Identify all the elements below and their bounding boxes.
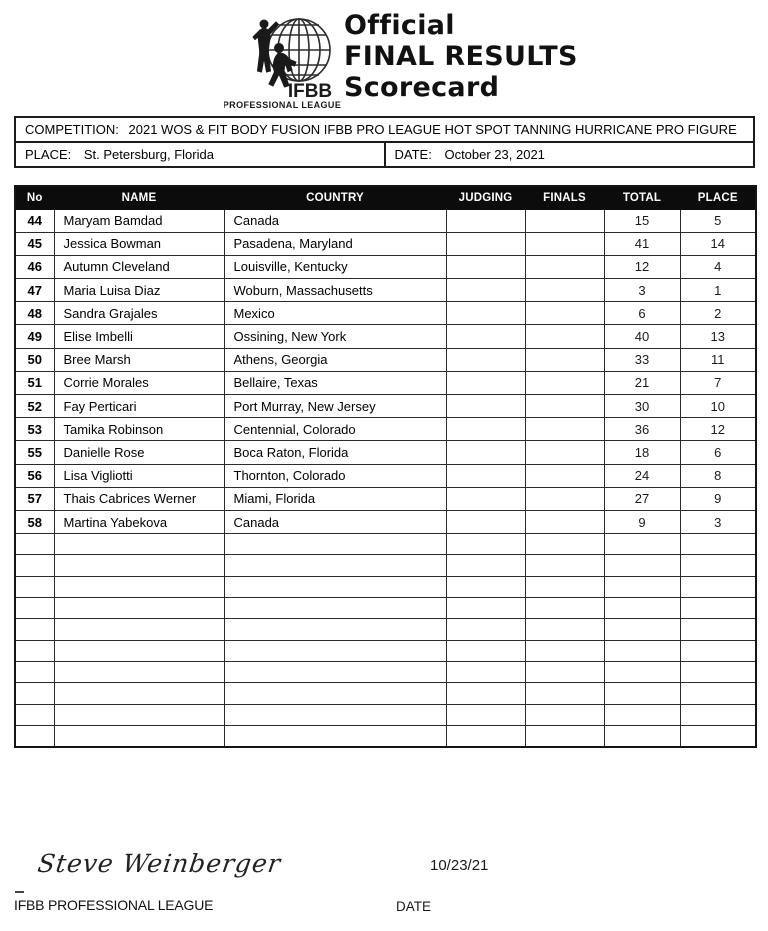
empty-cell-finals — [525, 619, 604, 640]
empty-cell-name — [54, 661, 224, 682]
empty-cell-country — [224, 640, 446, 661]
empty-cell-country — [224, 619, 446, 640]
empty-cell-total — [604, 704, 680, 725]
cell-no: 47 — [15, 279, 54, 302]
empty-cell-no — [15, 683, 54, 704]
cell-finals — [525, 209, 604, 232]
cell-finals — [525, 371, 604, 394]
place-date-row — [15, 142, 754, 167]
cell-place: 4 — [680, 255, 756, 278]
empty-cell-name — [54, 725, 224, 746]
empty-cell-no — [15, 555, 54, 576]
cell-total: 24 — [604, 464, 680, 487]
empty-table-row — [15, 555, 756, 576]
cell-judging — [446, 209, 525, 232]
cell-judging — [446, 395, 525, 418]
cell-total: 9 — [604, 510, 680, 533]
empty-cell-place — [680, 725, 756, 746]
cell-total: 21 — [604, 371, 680, 394]
column-header-country: COUNTRY — [224, 186, 446, 209]
cell-country: Boca Raton, Florida — [224, 441, 446, 464]
cell-judging — [446, 232, 525, 255]
cell-finals — [525, 348, 604, 371]
empty-cell-finals — [525, 640, 604, 661]
cell-country: Canada — [224, 510, 446, 533]
empty-cell-no — [15, 576, 54, 597]
column-header-name: NAME — [54, 186, 224, 209]
cell-total: 15 — [604, 209, 680, 232]
empty-cell-name — [54, 683, 224, 704]
cell-place: 11 — [680, 348, 756, 371]
empty-cell-finals — [525, 661, 604, 682]
empty-cell-judging — [446, 725, 525, 746]
table-row — [15, 464, 756, 487]
cell-place: 10 — [680, 395, 756, 418]
cell-judging — [446, 441, 525, 464]
empty-cell-no — [15, 725, 54, 746]
cell-total: 36 — [604, 418, 680, 441]
empty-cell-finals — [525, 704, 604, 725]
cell-no: 49 — [15, 325, 54, 348]
cell-no: 56 — [15, 464, 54, 487]
title-line-3: Scorecard — [344, 72, 500, 103]
table-row — [15, 279, 756, 302]
date-cell — [385, 142, 755, 167]
date-field-label: DATE — [396, 899, 432, 914]
cell-no: 46 — [15, 255, 54, 278]
empty-cell-finals — [525, 534, 604, 555]
empty-cell-total — [604, 555, 680, 576]
logo-graphic — [224, 8, 346, 110]
table-row — [15, 418, 756, 441]
table-row — [15, 232, 756, 255]
signature: Steve Weinberger — [35, 849, 283, 878]
empty-cell-place — [680, 598, 756, 619]
empty-table-row — [15, 619, 756, 640]
place-value: St. Petersburg, Florida — [83, 147, 214, 162]
cell-total: 27 — [604, 487, 680, 510]
competition-row — [15, 117, 754, 142]
column-header-no: No — [15, 186, 54, 209]
cell-name: Maria Luisa Diaz — [54, 279, 224, 302]
empty-cell-total — [604, 661, 680, 682]
cell-no: 51 — [15, 371, 54, 394]
empty-cell-no — [15, 704, 54, 725]
cell-judging — [446, 464, 525, 487]
cell-judging — [446, 348, 525, 371]
column-header-judging: JUDGING — [446, 186, 525, 209]
results-table-body — [15, 209, 756, 747]
cell-total: 6 — [604, 302, 680, 325]
empty-cell-total — [604, 598, 680, 619]
table-row — [15, 348, 756, 371]
empty-cell-finals — [525, 725, 604, 746]
empty-cell-no — [15, 640, 54, 661]
cell-country: Athens, Georgia — [224, 348, 446, 371]
empty-table-row — [15, 576, 756, 597]
cell-finals — [525, 510, 604, 533]
empty-cell-total — [604, 640, 680, 661]
table-row — [15, 510, 756, 533]
column-header-total: TOTAL — [604, 186, 680, 209]
empty-cell-country — [224, 725, 446, 746]
cell-no: 50 — [15, 348, 54, 371]
empty-cell-judging — [446, 619, 525, 640]
cell-name: Martina Yabekova — [54, 510, 224, 533]
empty-cell-judging — [446, 534, 525, 555]
cell-judging — [446, 302, 525, 325]
cell-place: 5 — [680, 209, 756, 232]
table-row — [15, 441, 756, 464]
cell-country: Woburn, Massachusetts — [224, 279, 446, 302]
empty-cell-judging — [446, 598, 525, 619]
cell-judging — [446, 325, 525, 348]
cell-no: 53 — [15, 418, 54, 441]
empty-cell-no — [15, 619, 54, 640]
cell-name: Lisa Vigliotti — [54, 464, 224, 487]
empty-cell-country — [224, 704, 446, 725]
cell-name: Jessica Bowman — [54, 232, 224, 255]
results-table — [14, 185, 757, 748]
empty-cell-total — [604, 576, 680, 597]
cell-country: Ossining, New York — [224, 325, 446, 348]
empty-cell-name — [54, 619, 224, 640]
cell-name: Maryam Bamdad — [54, 209, 224, 232]
cell-finals — [525, 418, 604, 441]
empty-cell-name — [54, 704, 224, 725]
cell-country: Canada — [224, 209, 446, 232]
column-header-place: PLACE — [680, 186, 756, 209]
cell-no: 44 — [15, 209, 54, 232]
cell-country: Miami, Florida — [224, 487, 446, 510]
cell-finals — [525, 441, 604, 464]
cell-country: Bellaire, Texas — [224, 371, 446, 394]
cell-total: 33 — [604, 348, 680, 371]
cell-finals — [525, 464, 604, 487]
empty-cell-total — [604, 534, 680, 555]
cell-judging — [446, 279, 525, 302]
cell-place: 1 — [680, 279, 756, 302]
cell-no: 57 — [15, 487, 54, 510]
empty-table-row — [15, 704, 756, 725]
empty-cell-judging — [446, 704, 525, 725]
cell-judging — [446, 487, 525, 510]
empty-cell-name — [54, 534, 224, 555]
cell-judging — [446, 418, 525, 441]
column-header-finals: FINALS — [525, 186, 604, 209]
cell-judging — [446, 510, 525, 533]
cell-name: Sandra Grajales — [54, 302, 224, 325]
place-cell — [15, 142, 385, 167]
empty-table-row — [15, 598, 756, 619]
empty-table-row — [15, 640, 756, 661]
empty-cell-total — [604, 619, 680, 640]
date-value: October 23, 2021 — [444, 147, 545, 162]
cell-total: 41 — [604, 232, 680, 255]
empty-cell-place — [680, 576, 756, 597]
empty-table-row — [15, 683, 756, 704]
cell-name: Fay Perticari — [54, 395, 224, 418]
competition-label: COMPETITION: — [25, 122, 119, 137]
title-line-1: Official — [344, 10, 455, 41]
cell-place: 3 — [680, 510, 756, 533]
signature-line — [15, 891, 24, 893]
empty-cell-finals — [525, 683, 604, 704]
cell-finals — [525, 395, 604, 418]
cell-place: 7 — [680, 371, 756, 394]
empty-cell-judging — [446, 555, 525, 576]
cell-no: 58 — [15, 510, 54, 533]
empty-cell-country — [224, 598, 446, 619]
empty-cell-name — [54, 555, 224, 576]
empty-table-row — [15, 725, 756, 746]
cell-country: Mexico — [224, 302, 446, 325]
cell-finals — [525, 232, 604, 255]
cell-place: 14 — [680, 232, 756, 255]
cell-total: 18 — [604, 441, 680, 464]
empty-cell-place — [680, 661, 756, 682]
empty-cell-place — [680, 683, 756, 704]
cell-finals — [525, 487, 604, 510]
empty-cell-finals — [525, 555, 604, 576]
date-label: DATE: — [394, 147, 432, 162]
cell-place: 9 — [680, 487, 756, 510]
empty-cell-judging — [446, 640, 525, 661]
cell-judging — [446, 371, 525, 394]
empty-cell-finals — [525, 598, 604, 619]
empty-table-row — [15, 661, 756, 682]
document-title — [344, 10, 578, 103]
empty-cell-place — [680, 619, 756, 640]
cell-country: Port Murray, New Jersey — [224, 395, 446, 418]
table-row — [15, 371, 756, 394]
empty-cell-country — [224, 555, 446, 576]
logo-suborg-text: PROFESSIONAL LEAGUE — [224, 100, 342, 110]
empty-cell-no — [15, 661, 54, 682]
cell-place: 6 — [680, 441, 756, 464]
cell-country: Thornton, Colorado — [224, 464, 446, 487]
empty-cell-judging — [446, 576, 525, 597]
title-line-2: FINAL RESULTS — [344, 41, 578, 72]
empty-cell-name — [54, 576, 224, 597]
cell-place: 12 — [680, 418, 756, 441]
empty-cell-no — [15, 534, 54, 555]
competition-cell — [15, 117, 754, 142]
cell-name: Thais Cabrices Werner — [54, 487, 224, 510]
cell-name: Corrie Morales — [54, 371, 224, 394]
empty-cell-name — [54, 640, 224, 661]
cell-total: 40 — [604, 325, 680, 348]
cell-finals — [525, 325, 604, 348]
cell-total: 3 — [604, 279, 680, 302]
empty-cell-name — [54, 598, 224, 619]
cell-name: Autumn Cleveland — [54, 255, 224, 278]
empty-cell-judging — [446, 661, 525, 682]
cell-finals — [525, 255, 604, 278]
place-label: PLACE: — [25, 147, 72, 162]
cell-country: Centennial, Colorado — [224, 418, 446, 441]
cell-no: 52 — [15, 395, 54, 418]
empty-cell-country — [224, 661, 446, 682]
empty-cell-place — [680, 704, 756, 725]
signer-organization: IFBB PROFESSIONAL LEAGUE — [14, 897, 214, 913]
table-row — [15, 487, 756, 510]
empty-cell-place — [680, 534, 756, 555]
competition-info-box — [14, 116, 755, 168]
cell-no: 55 — [15, 441, 54, 464]
cell-place: 13 — [680, 325, 756, 348]
empty-cell-total — [604, 683, 680, 704]
cell-finals — [525, 302, 604, 325]
table-row — [15, 302, 756, 325]
empty-cell-country — [224, 683, 446, 704]
table-row — [15, 255, 756, 278]
cell-name: Elise Imbelli — [54, 325, 224, 348]
cell-name: Bree Marsh — [54, 348, 224, 371]
empty-cell-country — [224, 576, 446, 597]
cell-total: 12 — [604, 255, 680, 278]
cell-finals — [525, 279, 604, 302]
empty-table-row — [15, 534, 756, 555]
ifbb-professional-league-logo — [224, 8, 346, 110]
competition-value: 2021 WOS & FIT BODY FUSION IFBB PRO LEAGUE HOT SPOT TANNING HURRICANE PRO FIGURE — [128, 122, 737, 137]
empty-cell-country — [224, 534, 446, 555]
cell-place: 8 — [680, 464, 756, 487]
empty-cell-no — [15, 598, 54, 619]
results-table-header — [15, 186, 756, 209]
cell-name: Danielle Rose — [54, 441, 224, 464]
cell-judging — [446, 255, 525, 278]
empty-cell-place — [680, 555, 756, 576]
empty-cell-judging — [446, 683, 525, 704]
logo-org-text: IFBB — [287, 81, 333, 102]
table-row — [15, 395, 756, 418]
cell-total: 30 — [604, 395, 680, 418]
empty-cell-total — [604, 725, 680, 746]
table-row — [15, 209, 756, 232]
signature-date-value: 10/23/21 — [430, 857, 489, 874]
cell-country: Louisville, Kentucky — [224, 255, 446, 278]
cell-no: 45 — [15, 232, 54, 255]
cell-place: 2 — [680, 302, 756, 325]
empty-cell-finals — [525, 576, 604, 597]
cell-no: 48 — [15, 302, 54, 325]
table-row — [15, 325, 756, 348]
cell-country: Pasadena, Maryland — [224, 232, 446, 255]
cell-name: Tamika Robinson — [54, 418, 224, 441]
empty-cell-place — [680, 640, 756, 661]
